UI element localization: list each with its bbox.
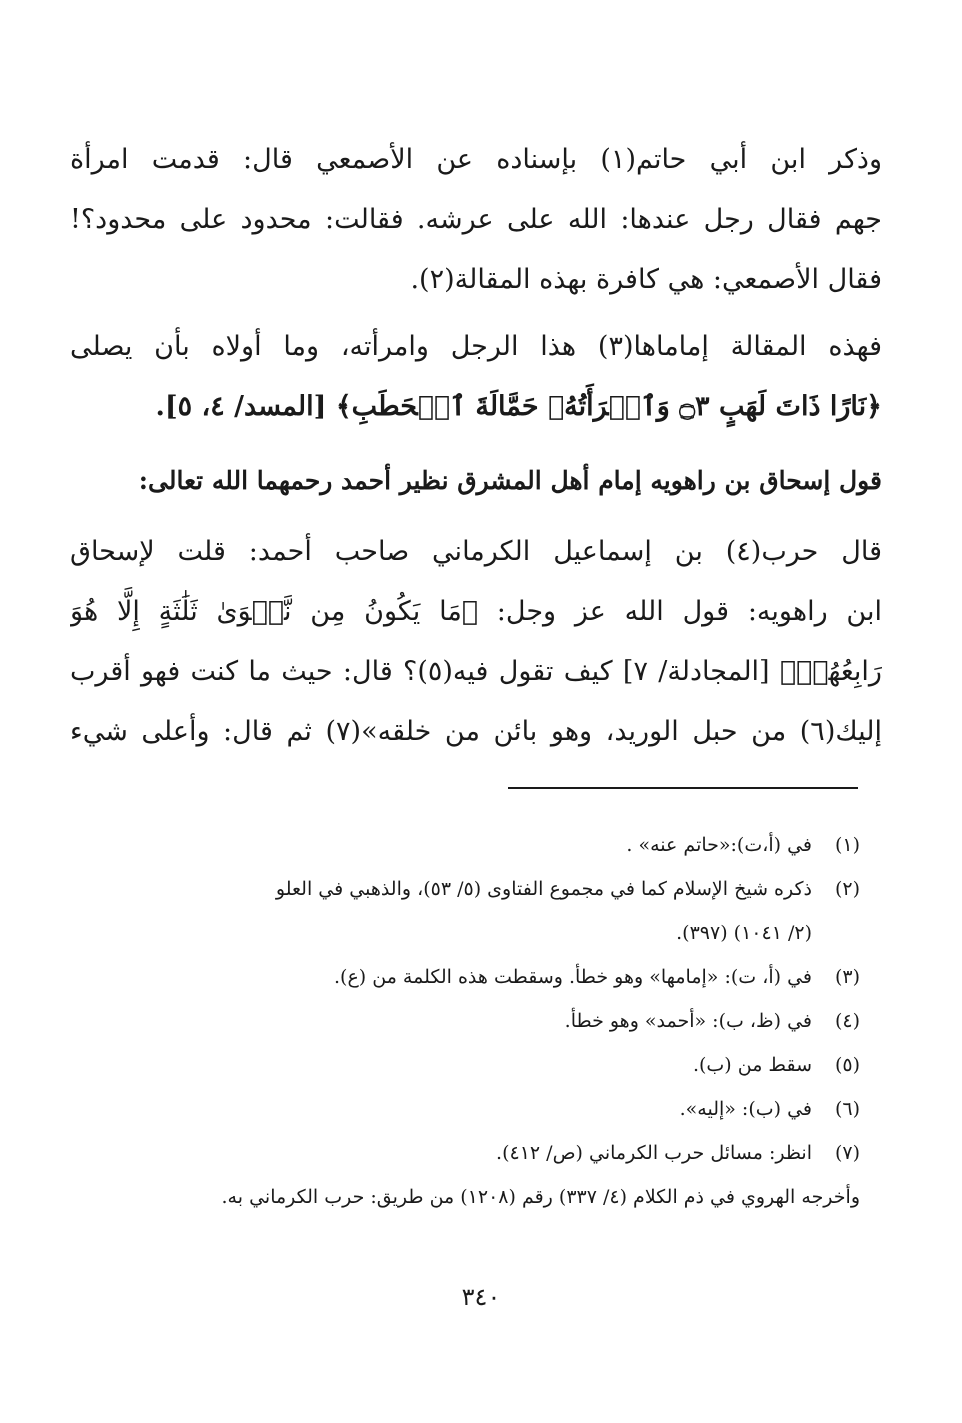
- footnote-6: [70, 1087, 860, 1131]
- footnote-7: [70, 1131, 860, 1175]
- paragraph-line: إليك(٦) من حبل الوريد، وهو بائن من خلقه»(٧) ثم قال: وأعلى شيء: [70, 716, 882, 747]
- footnote-number: (٤): [834, 1010, 860, 1032]
- section-heading: [70, 451, 882, 511]
- footnote-number: (٦): [834, 1098, 860, 1120]
- footnote-2-continuation: (٢/ ١٠٤١) (٣٩٧).: [676, 922, 812, 944]
- footnote-3: [70, 955, 860, 999]
- footnote-number: (٢): [834, 878, 860, 900]
- paragraph-line: قال حرب(٤) بن إسماعيل الكرماني صاحب أحمد: قلت لإسحاق: [70, 536, 882, 567]
- paragraph-3: [70, 522, 882, 762]
- footnote-text: ذكره شيخ الإسلام كما في مجموع الفتاوى (٥/ ٥٣)، والذهبي في العلو: [275, 878, 812, 900]
- footnote-number: (١): [834, 834, 860, 856]
- footnote-text: في (أ،ت):«حاتم عنه» .: [626, 834, 812, 856]
- footnotes: [70, 823, 860, 1219]
- footnote-number: (٣): [834, 966, 860, 988]
- footnote-2: [70, 867, 860, 911]
- paragraph-1: [70, 130, 882, 310]
- footnote-separator: [508, 787, 858, 789]
- quran-verse-line: ﴿نَارًا ذَاتَ لَهَبٍ ۝٣ وَٱمۡرَأَتُهُۥ حَمَّالَةَ ٱلۡحَطَبِ﴾ [المسد/ ٤، ٥].: [155, 391, 882, 422]
- heading-line: قول إسحاق بن راهويه إمام أهل المشرق نظير أحمد رحمهما الله تعالى:: [138, 466, 882, 495]
- footnote-4: [70, 999, 860, 1043]
- paragraph-line: فهذه المقالة إماماها(٣) هذا الرجل وامرأته، وما أولاه بأن يصلى: [70, 331, 882, 362]
- paragraph-line: ابن راهويه: قول الله عز وجل: ﴿مَا يَكُونُ مِن نَّجۡوَىٰ ثَلَٰثَةٍ إِلَّا هُوَ: [70, 596, 882, 627]
- footnote-text: انظر: مسائل حرب الكرماني (ص/ ٤١٢).: [496, 1142, 812, 1164]
- paragraph-line: رَابِعُهُمۡ﴾ [المجادلة/ ٧] كيف تقول فيه(٥)؟ قال: حيث ما كنت فهو أقرب: [70, 656, 882, 687]
- footnote-number: (٥): [834, 1054, 860, 1076]
- page-number: ٣٤٠: [461, 1283, 501, 1311]
- footnote-text: في (ظ، ب): «أحمد» وهو خطأ.: [564, 1010, 812, 1032]
- paragraph-line: فقال الأصمعي: هي كافرة بهذه المقالة(٢).: [410, 264, 882, 295]
- paragraph-2: [70, 317, 882, 437]
- paragraph-line: جهم فقال رجل عندها: الله على عرشه. فقالت: محدود على محدود؟!: [70, 204, 882, 235]
- footnote-number: (٧): [834, 1142, 860, 1164]
- footnote-1: [70, 823, 860, 867]
- paragraph-line: وذكر ابن أبي حاتم(١) بإسناده عن الأصمعي قال: قدمت امرأة: [70, 144, 882, 175]
- footnote-7-continuation: وأخرجه الهروي في ذم الكلام (٤/ ٣٣٧) رقم (١٢٠٨) من طريق: حرب الكرماني به.: [221, 1186, 860, 1208]
- footnote-5: [70, 1043, 860, 1087]
- footnote-text: في (ب): «إليه».: [679, 1098, 812, 1120]
- footnote-text: في (أ، ت): «إمامها» وهو خطأ. وسقطت هذه الكلمة من (ع).: [334, 966, 812, 988]
- footnote-text: سقط من (ب).: [692, 1054, 812, 1076]
